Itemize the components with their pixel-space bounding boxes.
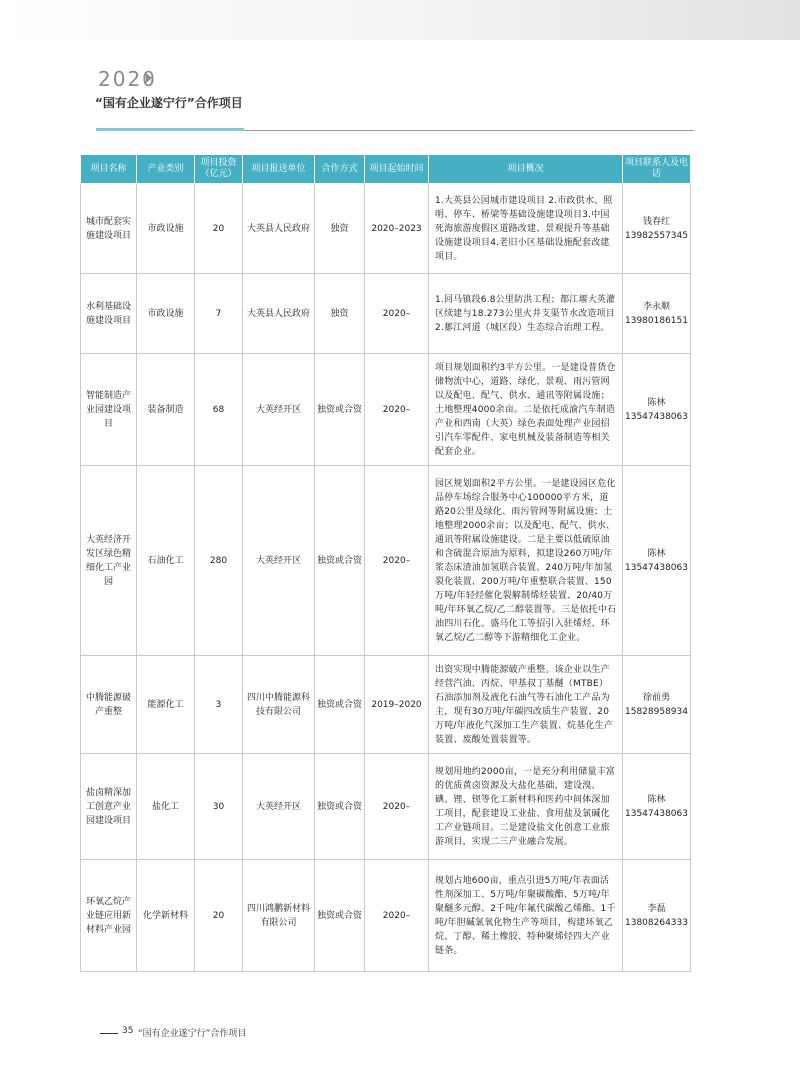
top-gradient-band [0, 0, 800, 40]
project-mode: 独资或合资 [315, 354, 365, 466]
project-period: 2020–2023 [365, 184, 429, 274]
contact-phone: 13980186151 [625, 315, 688, 326]
project-description: 出资实现中腾能源破产重整。该企业以生产经营汽油、丙烷、甲基叔丁基醚（MTBE）石油添加剂及液化石油气等石油化工产品为主，现有30万吨/年碳四改质生产装置、20万吨/年液化气深加工生产装置、烷基化生产装置、废酸处置装置等。 [429, 656, 623, 754]
table-row [81, 860, 691, 972]
project-mode: 独资或合资 [315, 466, 365, 656]
project-contact [623, 860, 691, 972]
contact-name: 钱春红 [642, 216, 670, 227]
project-period: 2020– [365, 274, 429, 354]
project-unit: 大英经开区 [243, 354, 315, 466]
project-period: 2020– [365, 754, 429, 860]
table-row [81, 466, 691, 656]
project-description: 项目规划面积约3平方公里。一是建设普货仓储物流中心，道路、绿化、景观、雨污管网以及配电、配气、供水、通讯等附属设施；土地整理4000余亩。二是依托成渝汽车制造产业和西南（大英）绿色表面处理产业园招引汽车零配件、家电机械及装备制造等相关配套企业。 [429, 354, 623, 466]
contact-phone: 13982557345 [625, 230, 688, 241]
project-name: 水利基础设施建设项目 [81, 274, 137, 354]
project-investment: 30 [195, 754, 243, 860]
project-table [80, 154, 691, 972]
project-period: 2020– [365, 860, 429, 972]
project-description: 规划用地约2000亩，一是充分利用储量丰富的优质黄卤资源及大盐化基础，建设溴、碘、锂、钡等化工新材料和医药中间体深加工项目，配套建设工业盐、食用盐及氯碱化工产业链项目。二是建设盐文化创意工业旅游项目，实现二三产业融合发展。 [429, 754, 623, 860]
table-row [81, 184, 691, 274]
contact-phone: 13547438063 [625, 562, 688, 573]
project-mode: 独资 [315, 274, 365, 354]
table-row [81, 354, 691, 466]
footer-title: “国有企业遂宁行”合作项目 [138, 1029, 247, 1039]
project-contact [623, 656, 691, 754]
project-investment: 280 [195, 466, 243, 656]
project-period: 2019–2020 [365, 656, 429, 754]
project-category: 市政设施 [137, 184, 195, 274]
footer-dash [100, 1033, 118, 1034]
project-category: 化学新材料 [137, 860, 195, 972]
project-description: 1.大英县公园城市建设项目 2.市政供水、照明、停车、桥梁等基础设施建设项目3.中国死海旅游度假区道路改建、景观提升等基础设施建设项目4.老旧小区基础设施配套改建项目。 [429, 184, 623, 274]
header-title: “国有企业遂宁行”合作项目 [95, 96, 243, 110]
project-category: 石油化工 [137, 466, 195, 656]
header-project-name: 项目名称 [81, 155, 137, 184]
project-contact [623, 466, 691, 656]
contact-phone: 13547438063 [625, 411, 688, 422]
header-arrow-icon [146, 73, 152, 83]
project-mode: 独资或合资 [315, 754, 365, 860]
footer-page-number: 35 [122, 1026, 134, 1036]
project-name: 智能制造产业园建设项目 [81, 354, 137, 466]
project-description: 园区规划面积2平方公里。一是建设园区危化品停车场综合服务中心100000平方米，道路20公里及绿化、雨污管网等附属设施；土地整理2000余亩；以及配电、配气、供水、通讯等附属设施建设。二是主要以低硫原油和含硫混合原油为原料，拟建设260万吨/年浆态床渣油加氢联合装置、240万吨/年加氢裂化装置、200万吨/年重整联合装置、150万吨/年轻烃催化裂解制烯烃装置、20/40万吨/年环氧乙烷/乙二醇装置等。三是依托中石油四川石化、盛马化工等招引入驻烯烃、环氧乙烷/乙二醇等下游精细化工企业。 [429, 466, 623, 656]
project-investment: 68 [195, 354, 243, 466]
project-category: 装备制造 [137, 354, 195, 466]
project-investment: 3 [195, 656, 243, 754]
header-overview: 项目概况 [429, 155, 623, 184]
project-name: 城市配套实施建设项目 [81, 184, 137, 274]
table-header-row [81, 155, 691, 184]
contact-phone: 13808264333 [625, 917, 688, 928]
contact-name: 陈林 [647, 794, 666, 805]
project-period: 2020– [365, 466, 429, 656]
header-submitting-unit: 项目报送单位 [243, 155, 315, 184]
project-description: 1.回马镇段6.8公里防洪工程；都江堰大英灌区续建与18.273公里火井支渠节水改造项目2.郪江河道（城区段）生态综合治理工程。 [429, 274, 623, 354]
contact-name: 陈林 [647, 548, 666, 559]
header-category: 产业类别 [137, 155, 195, 184]
project-unit: 大英县人民政府 [243, 274, 315, 354]
contact-name: 李永顺 [642, 301, 670, 312]
header-contact: 项目联系人及电话 [623, 155, 691, 184]
header-start-time: 项目起始时间 [365, 155, 429, 184]
contact-name: 陈林 [647, 397, 666, 408]
project-period: 2020– [365, 354, 429, 466]
project-name: 中腾能源破产重整 [81, 656, 137, 754]
project-description: 规划占地600亩，重点引进5万吨/年表面活性剂深加工、5万吨/年聚碳酸酯、5万吨/年聚醚多元醇、2千吨/年氟代碳酸乙烯酯、1千吨/年胆碱氯氧化物生产等项目，构建环氧乙烷、丁醇、稀土橡胶、特种聚烯烃四大产业链条。 [429, 860, 623, 972]
project-investment: 20 [195, 860, 243, 972]
project-category: 盐化工 [137, 754, 195, 860]
project-mode: 独资或合资 [315, 656, 365, 754]
header-divider [96, 130, 694, 131]
project-name: 大英经济开发区绿色精细化工产业园 [81, 466, 137, 656]
project-name: 盐卤精深加工创意产业园建设项目 [81, 754, 137, 860]
table-row [81, 274, 691, 354]
project-contact [623, 184, 691, 274]
project-contact [623, 354, 691, 466]
contact-phone: 13547438063 [625, 808, 688, 819]
project-investment: 20 [195, 184, 243, 274]
project-unit: 大英县人民政府 [243, 184, 315, 274]
project-contact [623, 754, 691, 860]
project-investment: 7 [195, 274, 243, 354]
project-category: 市政设施 [137, 274, 195, 354]
contact-name: 李磊 [647, 903, 666, 914]
project-unit: 四川鸿鹏新材料有限公司 [243, 860, 315, 972]
project-unit: 大英经开区 [243, 466, 315, 656]
header-cooperation-mode: 合作方式 [315, 155, 365, 184]
contact-name: 徐前勇 [642, 692, 670, 703]
header-year: 2020 [98, 67, 157, 91]
table-row [81, 656, 691, 754]
table-row [81, 754, 691, 860]
project-unit: 大英经开区 [243, 754, 315, 860]
contact-phone: 15828958934 [625, 706, 688, 717]
project-unit: 四川中腾能源科技有限公司 [243, 656, 315, 754]
project-category: 能源化工 [137, 656, 195, 754]
header-investment: 项目投资（亿元） [195, 155, 243, 184]
project-mode: 独资或合资 [315, 860, 365, 972]
project-contact [623, 274, 691, 354]
project-mode: 独资 [315, 184, 365, 274]
project-name: 环氧乙烷产业链应用新材料产业园 [81, 860, 137, 972]
